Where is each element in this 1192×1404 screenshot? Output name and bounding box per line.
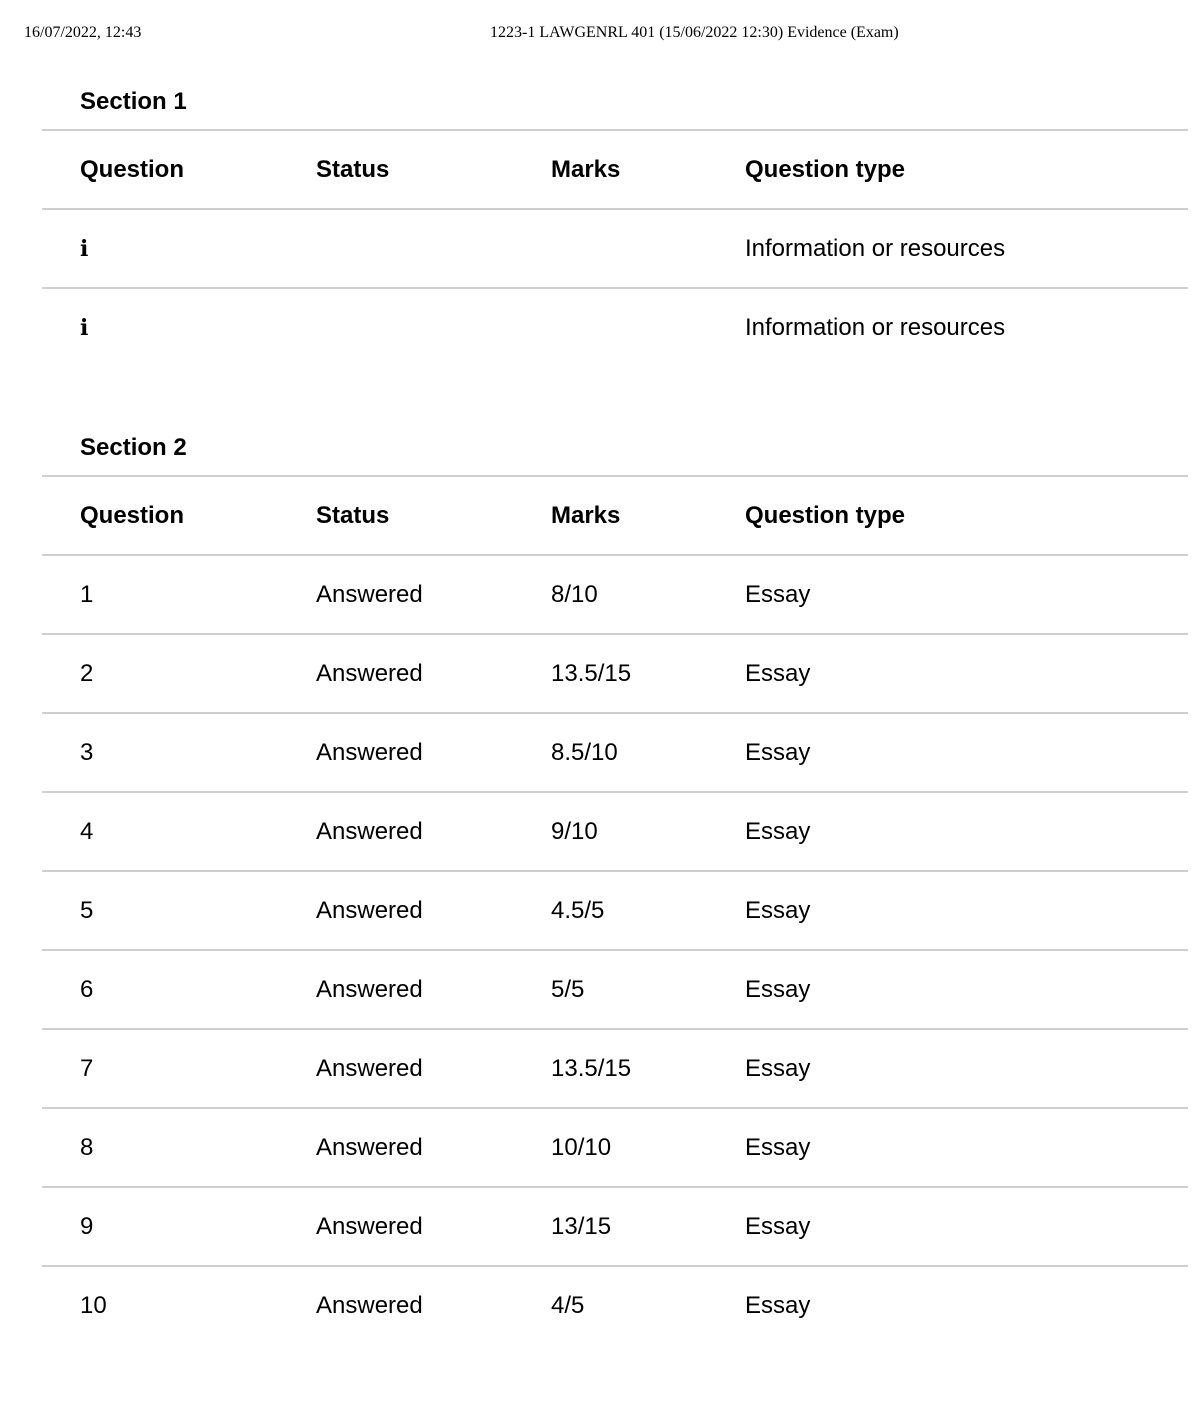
marks-cell	[551, 209, 745, 288]
marks-cell: 13.5/15	[551, 634, 745, 713]
status-cell	[316, 288, 551, 366]
status-cell: Answered	[316, 713, 551, 792]
question-type-cell: Information or resources	[745, 209, 1188, 288]
question-number[interactable]: 3	[42, 713, 316, 792]
question-type-cell: Essay	[745, 871, 1188, 950]
question-number[interactable]: 9	[42, 1187, 316, 1266]
question-number[interactable]: 8	[42, 1108, 316, 1187]
marks-cell	[551, 288, 745, 366]
section-title: Section 1	[80, 88, 187, 115]
section-title: Section 2	[80, 434, 187, 461]
table-row[interactable]	[42, 1108, 1188, 1187]
question-type-cell: Essay	[745, 713, 1188, 792]
table-row[interactable]	[42, 950, 1188, 1029]
question-type-cell: Essay	[745, 950, 1188, 1029]
column-header: Question type	[745, 130, 1188, 209]
question-type-cell: Essay	[745, 555, 1188, 634]
column-header: Status	[316, 130, 551, 209]
table-row[interactable]	[42, 288, 1188, 366]
question-number[interactable]: 5	[42, 871, 316, 950]
marks-cell: 13/15	[551, 1187, 745, 1266]
question-type-cell: Information or resources	[745, 288, 1188, 366]
question-number[interactable]: 10	[42, 1266, 316, 1344]
question-number[interactable]: 4	[42, 792, 316, 871]
question-type-cell: Essay	[745, 1029, 1188, 1108]
question-number[interactable]: 7	[42, 1029, 316, 1108]
marks-cell: 10/10	[551, 1108, 745, 1187]
marks-cell: 8.5/10	[551, 713, 745, 792]
table-row[interactable]	[42, 555, 1188, 634]
marks-cell: 4.5/5	[551, 871, 745, 950]
table-row[interactable]	[42, 1266, 1188, 1344]
table-row[interactable]	[42, 209, 1188, 288]
status-cell: Answered	[316, 1266, 551, 1344]
status-cell: Answered	[316, 634, 551, 713]
status-cell: Answered	[316, 792, 551, 871]
status-cell: Answered	[316, 950, 551, 1029]
table-header-row	[42, 130, 1188, 209]
marks-cell: 9/10	[551, 792, 745, 871]
table-row[interactable]	[42, 713, 1188, 792]
status-cell	[316, 209, 551, 288]
status-cell: Answered	[316, 1108, 551, 1187]
section-1	[42, 90, 1188, 366]
table-header-row	[42, 476, 1188, 555]
table-row[interactable]	[42, 634, 1188, 713]
column-header: Question	[42, 130, 316, 209]
table-row[interactable]	[42, 1187, 1188, 1266]
print-datetime: 16/07/2022, 12:43	[24, 24, 142, 41]
column-header: Question	[42, 476, 316, 555]
status-cell: Answered	[316, 1029, 551, 1108]
table-row[interactable]	[42, 1029, 1188, 1108]
question-type-cell: Essay	[745, 634, 1188, 713]
marks-cell: 8/10	[551, 555, 745, 634]
question-type-cell: Essay	[745, 1266, 1188, 1344]
status-cell: Answered	[316, 1187, 551, 1266]
marks-cell: 13.5/15	[551, 1029, 745, 1108]
column-header: Question type	[745, 476, 1188, 555]
questions-table	[42, 475, 1188, 1344]
column-header: Status	[316, 476, 551, 555]
print-title: 1223-1 LAWGENRL 401 (15/06/2022 12:30) Evidence (Exam)	[490, 24, 899, 41]
status-cell: Answered	[316, 871, 551, 950]
question-number[interactable]: 6	[42, 950, 316, 1029]
question-type-cell: Essay	[745, 1187, 1188, 1266]
question-type-cell: Essay	[745, 1108, 1188, 1187]
info-icon: i	[42, 288, 316, 366]
info-icon: i	[42, 209, 316, 288]
question-number[interactable]: 1	[42, 555, 316, 634]
column-header: Marks	[551, 130, 745, 209]
marks-cell: 5/5	[551, 950, 745, 1029]
table-row[interactable]	[42, 792, 1188, 871]
questions-table	[42, 129, 1188, 366]
column-header: Marks	[551, 476, 745, 555]
status-cell: Answered	[316, 555, 551, 634]
section-2	[42, 436, 1188, 1344]
question-type-cell: Essay	[745, 792, 1188, 871]
table-row[interactable]	[42, 871, 1188, 950]
question-number[interactable]: 2	[42, 634, 316, 713]
marks-cell: 4/5	[551, 1266, 745, 1344]
